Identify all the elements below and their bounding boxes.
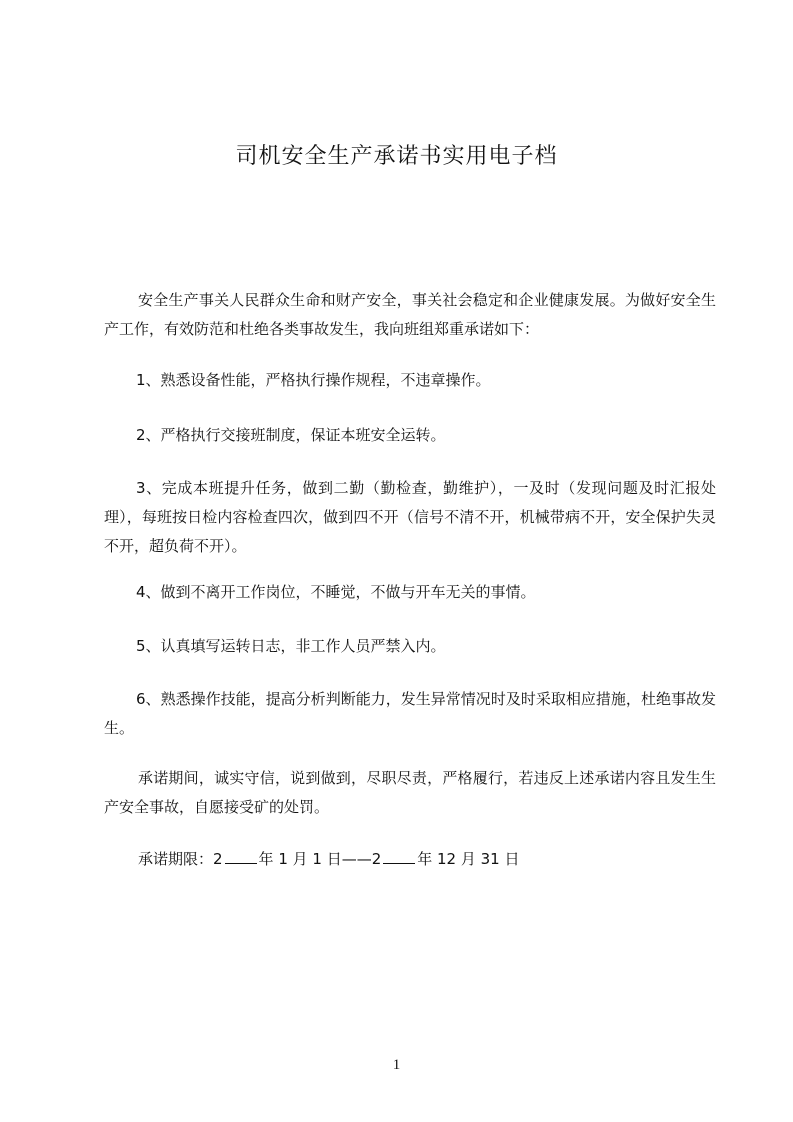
pledge-item-4: 4、做到不离开工作岗位，不睡觉，不做与开车无关的事情。 xyxy=(136,583,536,601)
pledge-item-2: 2、严格执行交接班制度，保证本班安全运转。 xyxy=(136,426,446,444)
year-blank-end xyxy=(383,848,415,864)
pledge-item-3: 3、完成本班提升任务，做到二勤（勤检查，勤维护），一及时（发现问题及时汇报处理），每班按日检内容检查四次，做到四不开（信号不清不开，机械带病不开，安全保护失灵不开，超负荷不开）。 xyxy=(104,479,716,555)
period-label: 承诺期限：2 xyxy=(138,850,223,868)
year-blank-start xyxy=(225,848,257,864)
pledge-item-6: 6、熟悉操作技能，提高分析判断能力，发生异常情况时及时采取相应措施，杜绝事故发生。 xyxy=(104,690,716,737)
period-start-suffix: 年 1 月 1 日——2 xyxy=(258,850,382,868)
page-title: 司机安全生产承诺书实用电子档 xyxy=(235,144,558,169)
pledge-item-1: 1、熟悉设备性能，严格执行操作规程，不违章操作。 xyxy=(136,371,491,389)
intro-paragraph: 安全生产事关人民群众生命和财产安全，事关社会稳定和企业健康发展。为做好安全生产工作，有效防范和杜绝各类事故发生，我向班组郑重承诺如下： xyxy=(104,291,716,338)
pledge-period xyxy=(104,845,716,874)
period-end-suffix: 年 12 月 31 日 xyxy=(417,850,520,868)
page-number: 1 xyxy=(392,1057,401,1073)
pledge-item-5: 5、认真填写运转日志，非工作人员严禁入内。 xyxy=(136,637,446,655)
pledge-statement: 承诺期间，诚实守信，说到做到，尽职尽责，严格履行，若违反上述承诺内容且发生生产安全事故，自愿接受矿的处罚。 xyxy=(104,769,716,816)
